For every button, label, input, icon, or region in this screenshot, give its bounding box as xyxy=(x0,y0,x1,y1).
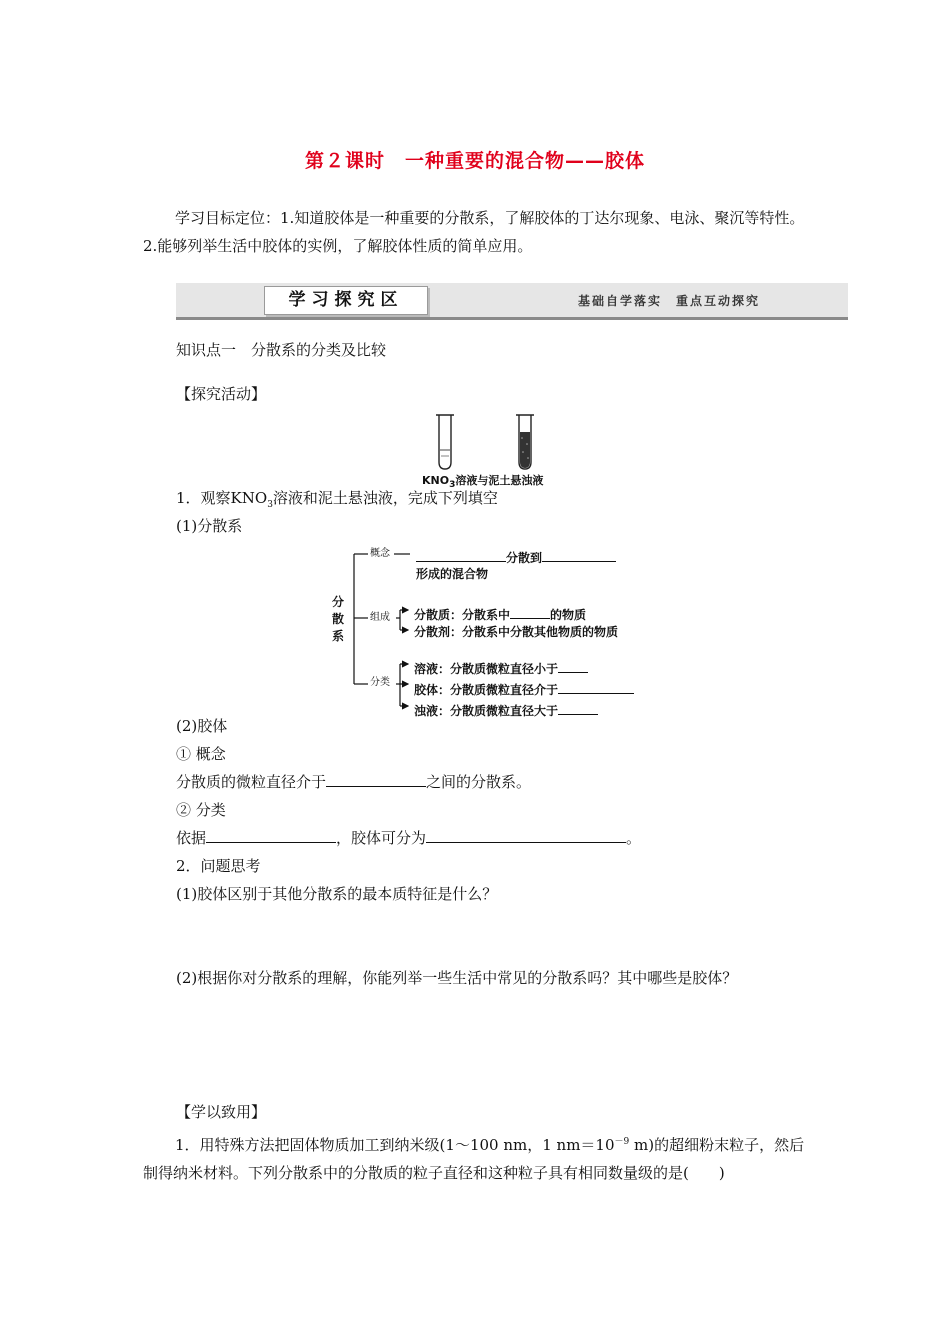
concept-sentence xyxy=(176,772,531,792)
page-title: 第２课时 一种重要的混合物——胶体 xyxy=(304,150,645,172)
apply-heading: 【学以致用】 xyxy=(176,1103,267,1121)
diagram-suspension-line xyxy=(414,700,598,718)
classification-sentence xyxy=(176,828,641,848)
subsection-2: (2)胶体 xyxy=(176,717,228,735)
q1-prefix: 1．观察KNO xyxy=(176,489,268,507)
diagram-colloid-line xyxy=(414,679,634,697)
solute-suffix: 的物质 xyxy=(550,608,587,622)
concept-prefix: 分散质的微粒直径介于 xyxy=(176,773,327,791)
class-prefix: 依据 xyxy=(176,829,207,847)
knowledge-point-heading: 知识点一 分散系的分类及比较 xyxy=(176,341,387,359)
solute-blank[interactable] xyxy=(510,604,550,619)
diagram-composition-label: 组成 xyxy=(370,612,390,623)
classification-heading: ② 分类 xyxy=(176,801,226,819)
caption-suffix: 溶液与泥土悬浊液 xyxy=(455,474,544,487)
class-types-blank[interactable] xyxy=(426,828,626,843)
concept-mid-text: 分散到 xyxy=(506,551,543,565)
exercise-part2: m)的超细粉末粒子，然后制得纳米材料。下列分散系中的分散质的粒子直径和这种粒子具有相同数量级的是( ) xyxy=(143,1136,805,1182)
colloid-text: 胶体：分散质微粒直径介于 xyxy=(414,683,559,697)
suspension-text: 浊液：分散质微粒直径大于 xyxy=(414,704,559,718)
concept-blank-2[interactable] xyxy=(542,547,616,562)
class-mid: ，胶体可分为 xyxy=(336,829,427,847)
exercise-exponent: －9 xyxy=(614,1137,630,1147)
question-2: 2．问题思考 xyxy=(176,857,261,875)
diagram-concept-label: 概念 xyxy=(370,548,390,559)
class-suffix: 。 xyxy=(626,829,642,847)
q1-sub: 3 xyxy=(267,500,273,510)
caption-sub: 3 xyxy=(449,480,456,491)
solution-blank[interactable] xyxy=(558,658,588,673)
test-tube-figure xyxy=(418,412,568,490)
concept-blank-1[interactable] xyxy=(416,547,506,562)
banner-title: 学习探究区 xyxy=(264,286,428,315)
question-2-1: (1)胶体区别于其他分散系的最本质特征是什么？ xyxy=(176,885,498,903)
diagram-solvent-line: 分散剂：分散系中分散其他物质的物质 xyxy=(414,625,619,639)
concept-suffix: 之间的分散系。 xyxy=(426,773,532,791)
test-tubes-icon xyxy=(418,412,568,474)
concept-heading: ① 概念 xyxy=(176,745,226,763)
solution-text: 溶液：分散质微粒直径小于 xyxy=(414,662,559,676)
colloid-blank[interactable] xyxy=(558,679,634,694)
activity-heading: 【探究活动】 xyxy=(176,385,267,403)
exercise-1 xyxy=(143,1128,808,1187)
concept-range-blank[interactable] xyxy=(326,772,426,787)
diagram-concept-line xyxy=(416,547,616,565)
question-1 xyxy=(176,488,498,515)
solute-prefix: 分散质：分散系中 xyxy=(414,608,511,622)
section-banner xyxy=(176,283,848,320)
diagram-root: 分散系 xyxy=(332,595,345,643)
diagram-classify-label: 分类 xyxy=(370,677,390,688)
suspension-blank[interactable] xyxy=(558,700,598,715)
question-2-2: (2)根据你对分散系的理解，你能列举一些生活中常见的分散系吗？其中哪些是胶体？ xyxy=(176,969,738,987)
banner-subtitle: 基础自学落实 重点互动探究 xyxy=(577,294,760,308)
exercise-part1: 1．用特殊方法把固体物质加工到纳米级(1～100 nm，1 nm＝10 xyxy=(175,1136,615,1154)
diagram-concept-line2: 形成的混合物 xyxy=(416,567,489,581)
diagram-solution-line xyxy=(414,658,588,676)
subsection-1: (1)分散系 xyxy=(176,517,243,535)
diagram-solute-line xyxy=(414,604,586,622)
caption-prefix: KNO xyxy=(422,474,450,487)
q1-suffix: 溶液和泥土悬浊液，完成下列填空 xyxy=(272,489,498,507)
learning-objective: 学习目标定位：1.知道胶体是一种重要的分散系，了解胶体的丁达尔现象、电泳、聚沉等特性。2.能够列举生活中胶体的实例，了解胶体性质的简单应用。 xyxy=(143,209,805,255)
class-basis-blank[interactable] xyxy=(206,828,336,843)
dispersion-diagram xyxy=(330,544,660,720)
